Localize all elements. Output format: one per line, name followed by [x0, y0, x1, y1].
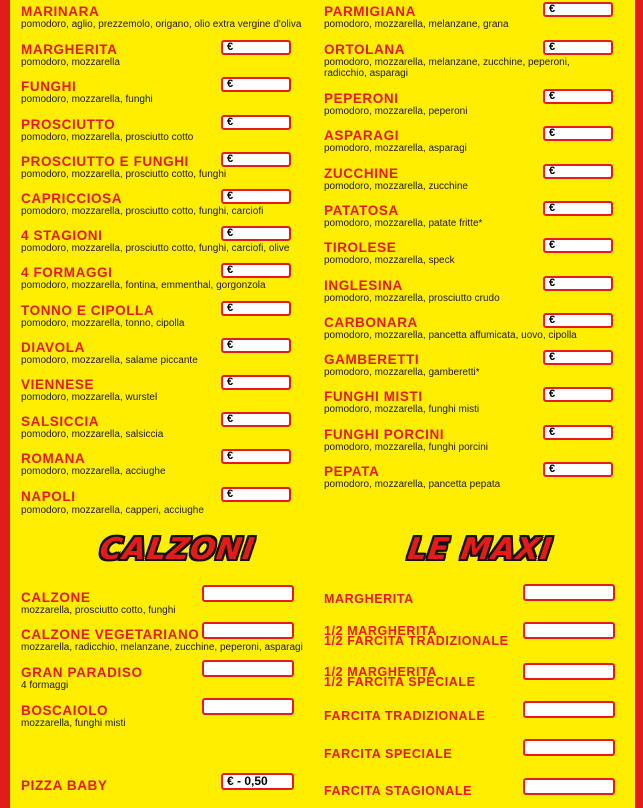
item-desc: pomodoro, mozzarella, capperi, acciughe: [21, 505, 204, 516]
price-box[interactable]: [523, 701, 615, 718]
menu-item: [21, 666, 301, 691]
menu-item: [324, 428, 624, 453]
price-box[interactable]: €: [543, 201, 613, 216]
item-desc: pomodoro, mozzarella, pancetta pepata: [324, 479, 501, 490]
price-box[interactable]: [523, 584, 615, 601]
item-desc: pomodoro, mozzarella, speck: [324, 255, 455, 266]
item-desc: pomodoro, mozzarella: [21, 57, 120, 68]
item-desc: pomodoro, aglio, prezzemolo, origano, olio extra vergine d'oliva: [21, 19, 302, 30]
menu-item: [324, 204, 624, 229]
item-desc: pomodoro, mozzarella, pancetta affumicata, uovo, cipolla: [324, 330, 577, 341]
item-name: FUNGHI: [21, 79, 77, 94]
item-name: FARCITA TRADIZIONALE: [324, 709, 486, 723]
item-desc: pomodoro, mozzarella, funghi misti: [324, 404, 480, 415]
item-desc: pomodoro, mozzarella, funghi: [21, 94, 153, 105]
item-name: VIENNESE: [21, 377, 95, 392]
price-box[interactable]: €: [221, 338, 291, 353]
menu-item: [21, 704, 301, 729]
menu-item: [324, 465, 624, 490]
menu-item: [324, 129, 624, 154]
price-box[interactable]: €: [221, 487, 291, 502]
item-name: GAMBERETTI: [324, 352, 420, 367]
price-box[interactable]: €: [221, 189, 291, 204]
item-desc: 4 formaggi: [21, 680, 69, 691]
item-name: MARGHERITA: [324, 592, 414, 606]
price-box[interactable]: €: [543, 425, 613, 440]
price-box[interactable]: €: [221, 412, 291, 427]
price-box[interactable]: €: [543, 238, 613, 253]
item-name: INGLESINA: [324, 278, 403, 293]
menu-item: [324, 390, 624, 415]
calzoni-heading: CALZONI: [97, 532, 258, 567]
price-box[interactable]: [523, 663, 615, 680]
item-desc: pomodoro, mozzarella, salame piccante: [21, 355, 198, 366]
item-desc: pomodoro, mozzarella, asparagi: [324, 143, 467, 154]
item-name: ZUCCHINE: [324, 166, 399, 181]
price-box[interactable]: [523, 739, 615, 756]
item-name: TONNO E CIPOLLA: [21, 303, 155, 318]
item-desc: pomodoro, mozzarella, peperoni: [324, 106, 468, 117]
menu-item: [324, 667, 624, 687]
menu-item: [21, 341, 301, 366]
item-name: 4 STAGIONI: [21, 228, 103, 243]
menu-item: [21, 452, 301, 477]
price-box[interactable]: [202, 622, 294, 639]
menu-item: [324, 167, 624, 192]
item-name: DIAVOLA: [21, 340, 85, 355]
item-name: CALZONE VEGETARIANO: [21, 627, 200, 642]
item-name: TIROLESE: [324, 240, 397, 255]
item-name: MARINARA: [21, 4, 100, 19]
item-desc: pomodoro, mozzarella, zucchine: [324, 181, 468, 192]
item-name-secondary: 1/2 FARCITA SPECIALE: [324, 675, 476, 689]
menu-item: [324, 709, 624, 723]
item-name: PROSCIUTTO: [21, 117, 116, 132]
item-name: FARCITA STAGIONALE: [324, 784, 473, 798]
item-name: PROSCIUTTO E FUNGHI: [21, 154, 189, 169]
price-box[interactable]: €: [543, 164, 613, 179]
item-name: FUNGHI MISTI: [324, 389, 423, 404]
item-desc: pomodoro, mozzarella, patate fritte*: [324, 218, 483, 229]
item-name: 1/2 MARGHERITA: [324, 624, 438, 638]
item-desc: pomodoro, mozzarella, prosciutto cotto, funghi, carciofi, olive: [21, 243, 290, 254]
menu-item: [324, 5, 624, 30]
maxi-heading: LE MAXI: [405, 532, 555, 567]
menu-item: [21, 80, 301, 105]
menu-item: [21, 118, 301, 143]
item-name: PEPERONI: [324, 91, 399, 106]
item-desc: pomodoro, mozzarella, acciughe: [21, 466, 166, 477]
price-box[interactable]: €: [221, 77, 291, 92]
price-box[interactable]: €: [543, 350, 613, 365]
menu-item: [21, 415, 301, 440]
price-box[interactable]: €: [543, 313, 613, 328]
item-name: NAPOLI: [21, 489, 76, 504]
price-box[interactable]: € - 0,50: [221, 773, 294, 790]
item-desc: pomodoro, mozzarella, prosciutto cotto, funghi, carciofi: [21, 206, 264, 217]
item-name: FARCITA SPECIALE: [324, 747, 453, 761]
menu-item: [324, 626, 624, 646]
menu-item: [21, 192, 301, 217]
price-box[interactable]: €: [543, 126, 613, 141]
item-desc: pomodoro, mozzarella, fontina, emmenthal, gorgonzola: [21, 280, 266, 291]
item-desc: mozzarella, radicchio, melanzane, zucchine, peperoni, asparagi: [21, 642, 303, 653]
item-name: PARMIGIANA: [324, 4, 416, 19]
item-name-secondary: 1/2 FARCITA TRADIZIONALE: [324, 634, 509, 648]
menu-item: [21, 229, 301, 254]
menu-item: [21, 5, 301, 30]
price-box[interactable]: €: [543, 40, 613, 55]
item-desc: pomodoro, mozzarella, melanzane, zucchine, peperoni, radicchio, asparagi: [324, 57, 570, 79]
menu-item: [21, 304, 301, 329]
item-desc: pomodoro, mozzarella, melanzane, grana: [324, 19, 509, 30]
left-red-border: [0, 0, 10, 808]
item-desc: pomodoro, mozzarella, wurstel: [21, 392, 158, 403]
menu-item: [324, 784, 624, 798]
item-name: FUNGHI PORCINI: [324, 427, 445, 442]
item-name: CARBONARA: [324, 315, 418, 330]
price-box[interactable]: €: [221, 115, 291, 130]
price-box[interactable]: [523, 622, 615, 639]
item-desc: mozzarella, funghi misti: [21, 718, 126, 729]
menu-item: [324, 241, 624, 266]
item-name: PIZZA BABY: [21, 778, 108, 793]
item-name: ROMANA: [21, 451, 86, 466]
menu-item: [21, 155, 301, 180]
price-box[interactable]: [523, 778, 615, 795]
price-box[interactable]: €: [543, 2, 613, 17]
price-box[interactable]: €: [221, 449, 291, 464]
price-box[interactable]: €: [543, 462, 613, 477]
menu-item: [21, 43, 301, 68]
item-desc: pomodoro, mozzarella, tonno, cipolla: [21, 318, 185, 329]
item-name: ORTOLANA: [324, 42, 406, 57]
price-box[interactable]: €: [543, 89, 613, 104]
menu-item: [21, 628, 301, 653]
item-desc: pomodoro, mozzarella, prosciutto crudo: [324, 293, 500, 304]
item-desc: pomodoro, mozzarella, funghi porcini: [324, 442, 488, 453]
item-name: SALSICCIA: [21, 414, 100, 429]
price-box[interactable]: €: [221, 226, 291, 241]
right-red-border: [635, 0, 643, 808]
price-box[interactable]: [202, 698, 294, 715]
menu-item: [21, 490, 301, 516]
item-name: 1/2 MARGHERITA: [324, 665, 438, 679]
item-name: CAPRICCIOSA: [21, 191, 123, 206]
price-box[interactable]: €: [543, 276, 613, 291]
menu-item: [21, 591, 301, 616]
menu-item: [324, 43, 624, 79]
item-desc: pomodoro, mozzarella, salsiccia: [21, 429, 164, 440]
price-box[interactable]: €: [221, 375, 291, 390]
item-name: GRAN PARADISO: [21, 665, 143, 680]
price-box[interactable]: [202, 660, 294, 677]
menu-item: [324, 279, 624, 304]
item-name: 4 FORMAGGI: [21, 265, 113, 280]
menu-item: [21, 266, 301, 291]
price-box[interactable]: €: [221, 40, 291, 55]
item-name: PEPATA: [324, 464, 380, 479]
item-name: ASPARAGI: [324, 128, 400, 143]
price-box[interactable]: €: [221, 263, 291, 278]
item-name: MARGHERITA: [21, 42, 118, 57]
item-desc: pomodoro, mozzarella, prosciutto cotto: [21, 132, 194, 143]
item-name: BOSCAIOLO: [21, 703, 109, 718]
menu-item: [324, 592, 624, 606]
menu-item: [324, 316, 624, 341]
item-desc: pomodoro, mozzarella, prosciutto cotto, funghi: [21, 169, 227, 180]
price-box[interactable]: €: [221, 152, 291, 167]
item-name: CALZONE: [21, 590, 91, 605]
item-desc: pomodoro, mozzarella, gamberetti*: [324, 367, 480, 378]
item-name: PATATOSA: [324, 203, 399, 218]
menu-item: [324, 353, 624, 378]
item-desc: mozzarella, prosciutto cotto, funghi: [21, 605, 176, 616]
price-box[interactable]: €: [221, 301, 291, 316]
menu-item: [21, 774, 301, 793]
price-box[interactable]: €: [543, 387, 613, 402]
menu-item: [324, 92, 624, 117]
menu-item: [21, 378, 301, 403]
price-box[interactable]: [202, 585, 294, 602]
menu-item: [324, 747, 624, 761]
